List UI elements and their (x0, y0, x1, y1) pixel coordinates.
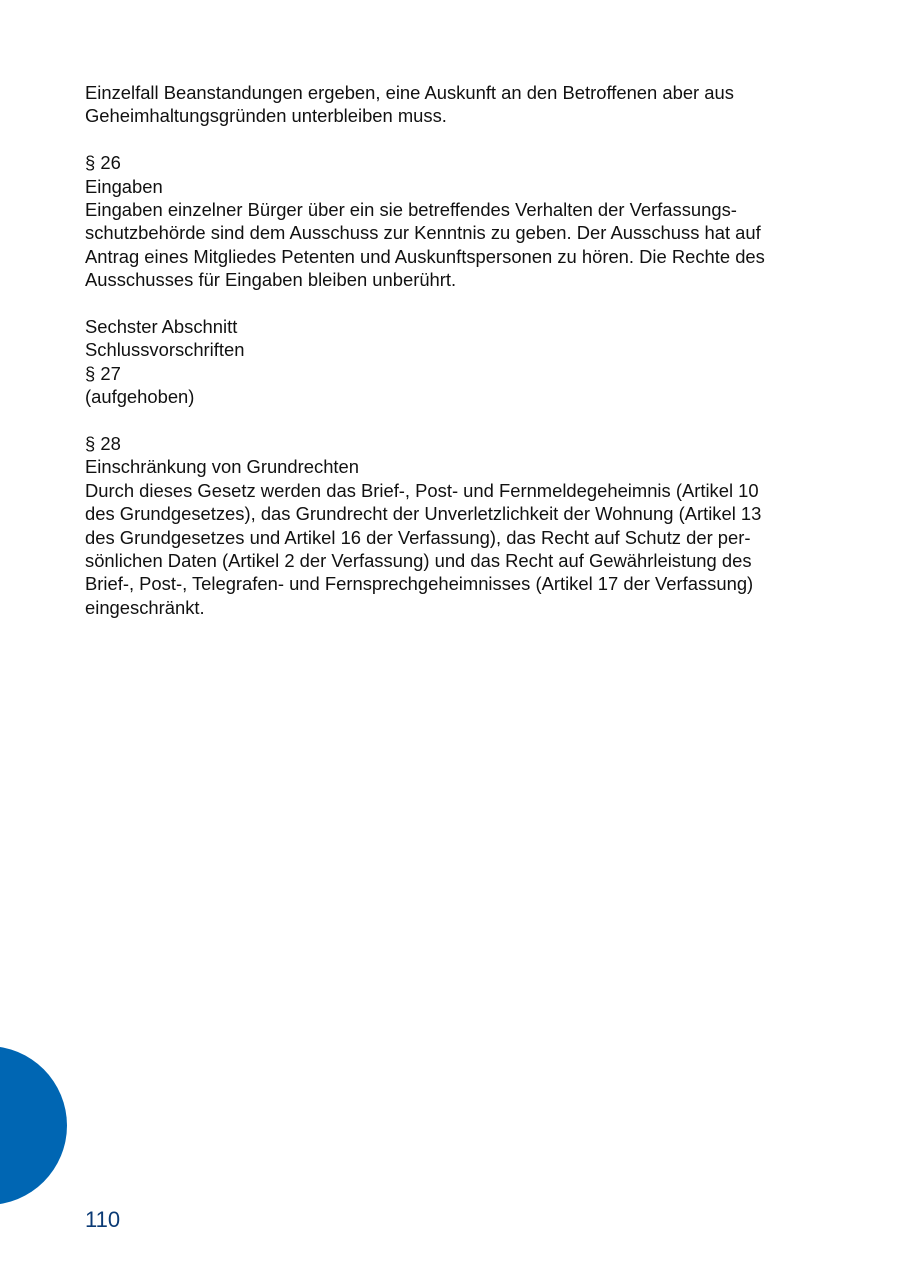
chapter-6 (85, 315, 815, 362)
section-title: Eingaben (85, 175, 163, 197)
section-title: Einschränkung von Grundrechten (85, 456, 359, 478)
decorative-circle (0, 1046, 67, 1205)
section-number: § 27 (85, 362, 121, 384)
text-line: Brief-, Post-, Telegrafen- und Fernsprechgeheimnisses (Artikel 17 der Verfassung) (85, 573, 754, 595)
section-text: (aufgehoben) (85, 386, 195, 408)
paragraph-gap (85, 128, 815, 151)
section-number: § 26 (85, 152, 121, 174)
page-number: 110 (85, 1207, 121, 1232)
paragraph-gap (85, 409, 815, 432)
section-28 (85, 432, 815, 619)
text-line: des Grundgesetzes und Artikel 16 der Verfassung), das Recht auf Schutz der per- (85, 526, 751, 548)
text-line: Geheimhaltungsgründen unterbleiben muss. (85, 105, 447, 127)
text-line: schutzbehörde sind dem Ausschuss zur Kenntnis zu geben. Der Ausschuss hat auf (85, 222, 761, 244)
text-line: Ausschusses für Eingaben bleiben unberührt. (85, 269, 457, 291)
text-line: Durch dieses Gesetz werden das Brief-, Post- und Fernmeldegeheimnis (Artikel 10 (85, 479, 759, 501)
text-line: sönlichen Daten (Artikel 2 der Verfassung) und das Recht auf Gewährleistung des (85, 550, 752, 572)
section-number: § 28 (85, 433, 121, 455)
paragraph-gap (85, 292, 815, 315)
section-26 (85, 151, 815, 291)
text-line: Antrag eines Mitgliedes Petenten und Auskunftspersonen zu hören. Die Rechte des (85, 245, 765, 267)
text-line: eingeschränkt. (85, 596, 205, 618)
document-body (85, 81, 815, 619)
text-line: Einzelfall Beanstandungen ergeben, eine Auskunft an den Betroffenen aber aus (85, 82, 734, 103)
text-line: des Grundgesetzes), das Grundrecht der Unverletzlichkeit der Wohnung (Artikel 13 (85, 503, 762, 525)
text-line: Eingaben einzelner Bürger über ein sie betreffendes Verhalten der Verfassungs- (85, 199, 737, 221)
chapter-title: Schlussvorschriften (85, 339, 245, 361)
section-27 (85, 362, 815, 409)
intro-paragraph (85, 81, 815, 128)
chapter-heading: Sechster Abschnitt (85, 316, 238, 338)
